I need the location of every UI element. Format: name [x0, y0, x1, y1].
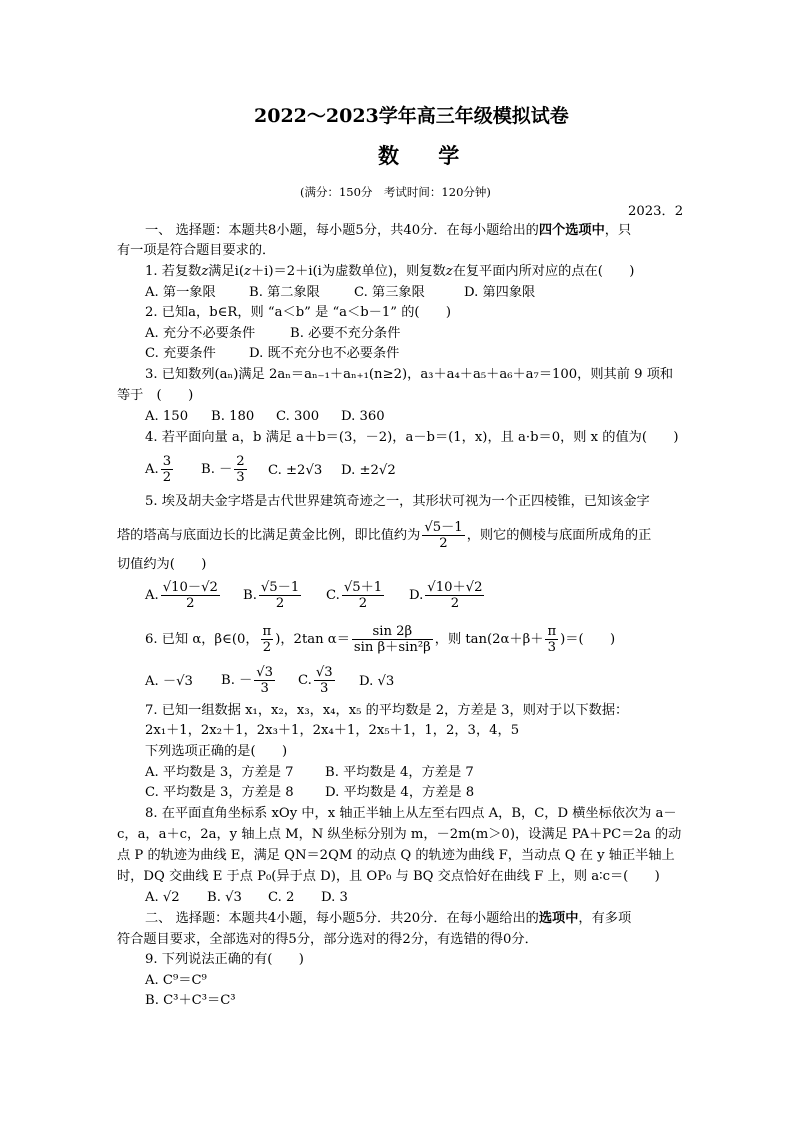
- exam-info: (满分：150分 考试时间：120分钟): [300, 185, 491, 199]
- q8-option-c: C. 2: [268, 890, 295, 905]
- q1-stem: 1. 若复数z满足i(z＋i)＝2＋i(i为虚数单位)，则复数z在复平面内所对应的点在( ): [145, 264, 635, 279]
- exam-subject: 数 学: [378, 143, 462, 168]
- q1-option-a: A. 第一象限: [145, 285, 216, 300]
- q3-option-d: D. 360: [341, 409, 385, 424]
- q8-line4: 时，DQ 交曲线 E 于点 P₀(异于点 D)，且 OP₀ 与 BQ 交点恰好在曲线 F 上，则 a∶c＝( ): [117, 869, 660, 884]
- q6-option-b: B. － $\frac{√3}{3}$: [221, 665, 274, 696]
- q2-stem: 2. 已知a，b∈R，则 “a＜b” 是 “a＜b－1” 的( ): [145, 305, 452, 320]
- q2-option-c: C. 充要条件: [145, 346, 216, 361]
- section1-intro-line2: 有一项是符合题目要求的．: [117, 243, 276, 258]
- q9-option-b: B. C³＋C³＝C³: [145, 993, 236, 1008]
- q5-stem-line1: 5. 埃及胡夫金字塔是古代世界建筑奇迹之一，其形状可视为一个正四棱锥，已知该金字: [145, 494, 650, 509]
- q6-option-c: C. $\frac{√3}{3}$: [298, 665, 333, 696]
- q4-option-a: A. $\frac{3}{2}$: [145, 454, 172, 485]
- q3-stem-line2: 等于 ( ): [117, 388, 194, 403]
- section1-intro: 一、 选择题：本题共8小题，每小题5分，共40分．在每小题给出的四个选项中，只: [145, 223, 632, 238]
- q8-option-b: B. √3: [207, 890, 242, 905]
- q5-option-a: A. $\frac{√10-√2}{2}$: [145, 580, 218, 611]
- q2-option-d: D. 既不充分也不必要条件: [249, 346, 400, 361]
- section2-intro: 二、 选择题：本题共4小题，每小题5分．共20分．在每小题给出的选项中，有多项: [145, 911, 632, 926]
- q5-option-c: C. $\frac{√5+1}{2}$: [326, 580, 383, 611]
- q5-option-b: B. $\frac{√5-1}{2}$: [243, 580, 300, 611]
- q7-stem: 7. 已知一组数据 x₁，x₂，x₃，x₄，x₅ 的平均数是 2，方差是 3，则对于以下数据：: [145, 703, 629, 718]
- q4-option-b: B. － $\frac{2}{3}$: [201, 454, 245, 485]
- exam-title: 2022～2023学年高三年级模拟试卷: [254, 105, 569, 127]
- q7-option-d: D. 平均数是 4，方差是 8: [325, 785, 475, 800]
- q7-option-a: A. 平均数是 3，方差是 7: [145, 765, 294, 780]
- q8-line3: 点 P 的轨迹为曲线 E，满足 QN＝2QM 的动点 Q 的轨迹为曲线 F，当动点 Q 在 y 轴正半轴上: [117, 848, 675, 863]
- q3-option-a: A. 150: [145, 409, 189, 424]
- q6-stem: 6. 已知 α，β∈(0， $\frac{\pi}{2}$ )，2tan α＝ $\frac{\sin 2\beta}{\text{sin β＋sin²β}}$ ，则 tan(2α＋β＋ $\frac{\pi}{3}$ )＝( ): [145, 624, 616, 655]
- q6-option-d: D. √3: [359, 674, 395, 689]
- q7-option-b: B. 平均数是 4，方差是 7: [325, 765, 474, 780]
- q1-option-b: B. 第二象限: [249, 285, 320, 300]
- q4-option-c: C. ±2√3: [268, 463, 323, 478]
- q8-line1: 8. 在平面直角坐标系 xOy 中，x 轴正半轴上从左至右四点 A，B，C，D 横坐标依次为 a－: [145, 806, 677, 821]
- section2-intro-line2: 符合题目要求，全部选对的得5分，部分选对的得2分，有选错的得0分．: [117, 932, 538, 947]
- q6-option-a: A. －√3: [145, 674, 193, 689]
- q2-option-b: B. 必要不充分条件: [290, 326, 401, 341]
- q3-option-b: B. 180: [211, 409, 255, 424]
- q9-stem: 9. 下列说法正确的有( ): [145, 952, 304, 967]
- q7-stem-line2: 下列选项正确的是( ): [145, 744, 288, 759]
- q8-option-d: D. 3: [321, 890, 348, 905]
- q5-stem-line2: 塔的塔高与底面边长的比满足黄金比例，即比值约为 $\frac{√5-1}{2}$ ，则它的侧棱与底面所成角的正: [117, 520, 652, 551]
- q4-stem: 4. 若平面向量 a，b 满足 a＋b＝(3，－2)，a－b＝(1，x)，且 a·b＝0，则 x 的值为( ): [145, 430, 679, 445]
- q5-stem-line3: 切值约为( ): [117, 557, 207, 572]
- q3-stem: 3. 已知数列(aₙ)满足 2aₙ＝aₙ₋₁＋aₙ₊₁(n≥2)，a₃＋a₄＋a₅＋a₆＋a₇＝100，则其前 9 项和: [145, 367, 674, 382]
- q1-option-d: D. 第四象限: [464, 285, 536, 300]
- q3-option-c: C. 300: [276, 409, 320, 424]
- q8-line2: c，a，a＋c，2a，y 轴上点 M，N 纵坐标分别为 m，－2m(m＞0)，设满足 PA＋PC＝2a 的动: [117, 827, 682, 842]
- q8-option-a: A. √2: [145, 890, 180, 905]
- exam-date: 2023．2: [628, 204, 684, 219]
- q7-data: 2x₁＋1，2x₂＋1，2x₃＋1，2x₄＋1，2x₅＋1，1，2，3，4，5: [145, 723, 520, 738]
- q4-option-d: D. ±2√2: [341, 463, 396, 478]
- q9-option-a: A. C⁹＝C⁹: [145, 973, 207, 988]
- q1-option-c: C. 第三象限: [354, 285, 425, 300]
- q5-option-d: D. $\frac{√10+√2}{2}$: [409, 580, 483, 611]
- q2-option-a: A. 充分不必要条件: [145, 326, 256, 341]
- q7-option-c: C. 平均数是 3，方差是 8: [145, 785, 294, 800]
